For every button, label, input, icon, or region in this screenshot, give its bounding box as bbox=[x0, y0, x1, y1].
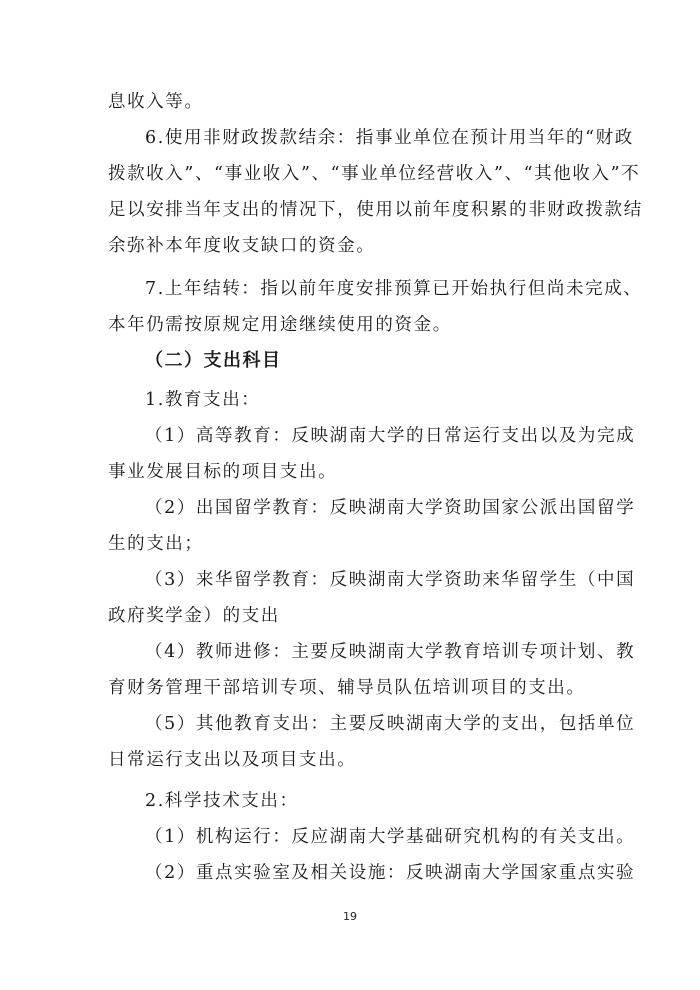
paragraph-line: 本年仍需按原规定用途继续使用的资金。 bbox=[108, 315, 452, 335]
paragraph-line: 生的支出； bbox=[108, 534, 204, 554]
paragraph-line: 余弥补本年度收支缺口的资金。 bbox=[108, 236, 376, 256]
section-heading: （二）支出科目 bbox=[145, 350, 282, 371]
paragraph-line: 息收入等。 bbox=[108, 92, 204, 112]
paragraph-line: 事业发展目标的项目支出。 bbox=[108, 462, 338, 482]
paragraph-line: 7.上年结转：指以前年度安排预算已开始执行但尚未完成、 bbox=[145, 279, 643, 299]
paragraph-line: （1）高等教育：反映湖南大学的日常运行支出以及为完成 bbox=[145, 426, 636, 446]
paragraph-line: （2）出国留学教育：反映湖南大学资助国家公派出国留学 bbox=[145, 498, 636, 518]
paragraph-line: （3）来华留学教育：反映湖南大学资助来华留学生（中国 bbox=[145, 570, 636, 590]
paragraph-line: 足以安排当年支出的情况下，使用以前年度积累的非财政拨款结 bbox=[108, 200, 643, 220]
paragraph-line: 政府奖学金）的支出 bbox=[108, 606, 280, 626]
paragraph-line: 6.使用非财政拨款结余：指事业单位在预计用当年的“财政 bbox=[145, 128, 634, 148]
subsection-heading: 1.教育支出： bbox=[145, 390, 261, 410]
paragraph-line: 育财务管理干部培训专项、辅导员队伍培训项目的支出。 bbox=[108, 678, 586, 698]
paragraph-line: 日常运行支出以及项目支出。 bbox=[108, 750, 357, 770]
paragraph-line: （4）教师进修：主要反映湖南大学教育培训专项计划、教 bbox=[145, 642, 636, 662]
subsection-heading: 2.科学技术支出： bbox=[145, 791, 299, 811]
paragraph-line: 拨款收入”、“事业收入”、“事业单位经营收入”、“其他收入”不 bbox=[108, 164, 641, 184]
page-number: 19 bbox=[343, 910, 357, 923]
paragraph-line: （5）其他教育支出：主要反映湖南大学的支出，包括单位 bbox=[145, 714, 636, 734]
paragraph-line: （1）机构运行：反应湖南大学基础研究机构的有关支出。 bbox=[145, 827, 636, 847]
paragraph-line: （2）重点实验室及相关设施：反映湖南大学国家重点实验 bbox=[145, 863, 636, 883]
